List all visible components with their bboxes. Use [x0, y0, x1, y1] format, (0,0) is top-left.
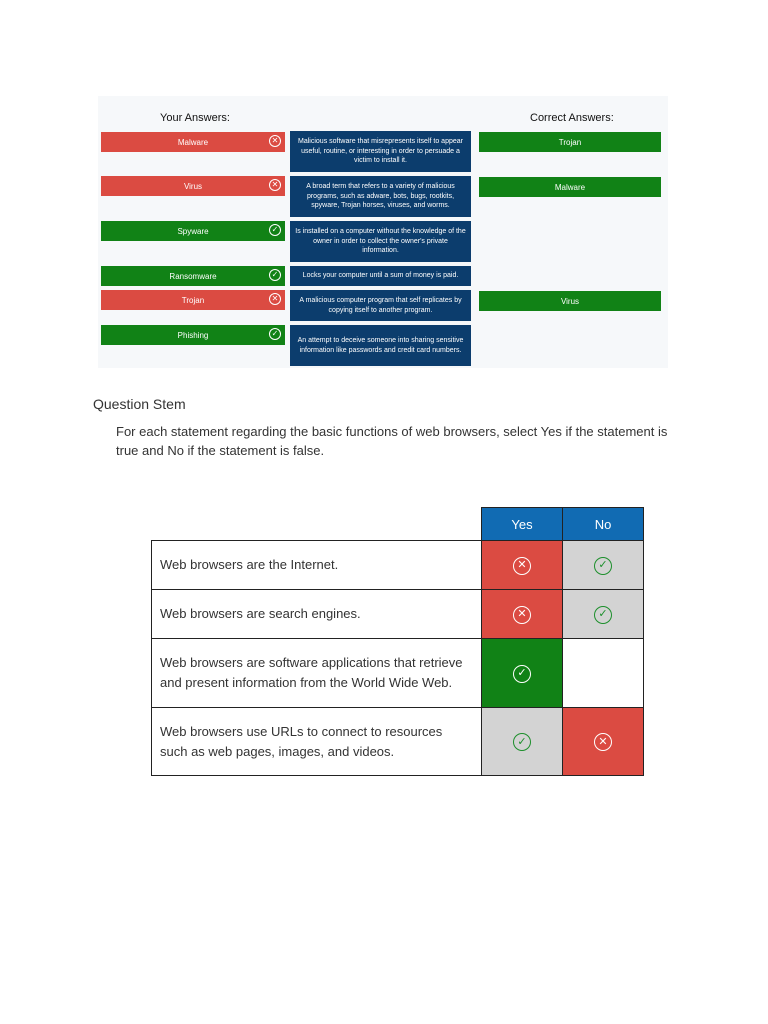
question-stem-title: Question Stem [93, 396, 186, 412]
description-box: Malicious software that misrepresents itself to appear useful, routine, or interesting in order to persuade a victim to install it. [290, 131, 471, 172]
x-circle-icon: ✕ [269, 135, 281, 147]
yes-cell[interactable] [482, 541, 563, 590]
x-circle-icon: ✕ [594, 733, 612, 751]
check-circle-icon: ✓ [513, 665, 531, 683]
x-circle-icon: ✕ [269, 293, 281, 305]
no-cell[interactable] [563, 541, 644, 590]
statement-text: Web browsers use URLs to connect to resources such as web pages, images, and videos. [152, 708, 482, 776]
yes-cell[interactable] [482, 590, 563, 639]
yes-cell[interactable] [482, 708, 563, 776]
question-stem-text: For each statement regarding the basic functions of web browsers, select Yes if the statement is true and No if the statement is false. [116, 424, 668, 458]
no-cell[interactable] [563, 639, 644, 708]
description-box: A broad term that refers to a variety of malicious programs, such as adware, bots, bugs, rootkits, spyware, Trojan horses, viruses, and worms. [290, 176, 471, 217]
description-box: An attempt to deceive someone into sharing sensitive information like passwords and credit card numbers. [290, 325, 471, 366]
statement-text: Web browsers are the Internet. [152, 541, 482, 590]
your-answers-header: Your Answers: [160, 112, 230, 124]
description-box: A malicious computer program that self replicates by copying itself to another program. [290, 290, 471, 321]
x-circle-icon: ✕ [513, 606, 531, 624]
answer-item: Spyware ✓ [101, 221, 285, 241]
correct-answer-item: Virus [479, 291, 661, 311]
check-circle-icon: ✓ [594, 606, 612, 624]
yes-column-header: Yes [482, 508, 563, 541]
answer-item: Virus ✕ [101, 176, 285, 196]
correct-answers-header: Correct Answers: [530, 112, 614, 124]
yes-cell[interactable] [482, 639, 563, 708]
x-circle-icon: ✕ [513, 557, 531, 575]
description-box: Is installed on a computer without the knowledge of the owner in order to collect the owner's private information. [290, 221, 471, 262]
yes-no-table [151, 507, 644, 776]
table-row [152, 590, 644, 639]
statement-text: Web browsers are software applications that retrieve and present information from the World Wide Web. [152, 639, 482, 708]
table-row [152, 541, 644, 590]
description-box: Locks your computer until a sum of money is paid. [290, 266, 471, 286]
statement-text: Web browsers are search engines. [152, 590, 482, 639]
answer-item: Phishing ✓ [101, 325, 285, 345]
check-circle-icon: ✓ [269, 269, 281, 281]
check-circle-icon: ✓ [269, 328, 281, 340]
no-cell[interactable] [563, 708, 644, 776]
table-row [152, 639, 644, 708]
check-circle-icon: ✓ [513, 733, 531, 751]
correct-answer-item: Trojan [479, 132, 661, 152]
table-row [152, 708, 644, 776]
answer-item: Ransomware ✓ [101, 266, 285, 286]
x-circle-icon: ✕ [269, 179, 281, 191]
no-cell[interactable] [563, 590, 644, 639]
check-circle-icon: ✓ [269, 224, 281, 236]
correct-answer-item: Malware [479, 177, 661, 197]
answer-item: Malware ✕ [101, 132, 285, 152]
no-column-header: No [563, 508, 644, 541]
check-circle-icon: ✓ [594, 557, 612, 575]
answer-item: Trojan ✕ [101, 290, 285, 310]
